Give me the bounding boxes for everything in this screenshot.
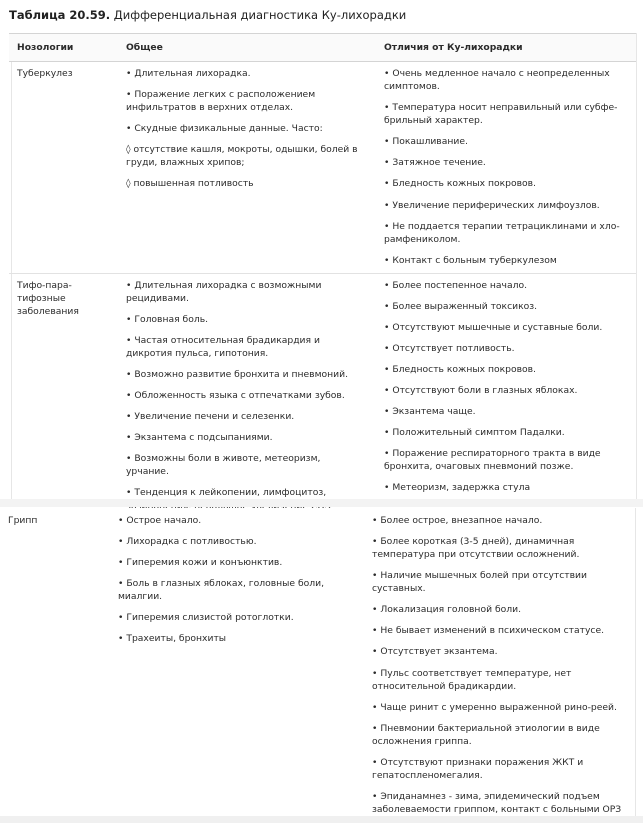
- list-item: • Тенденция к лейкопении, лимфоцитоз,: [126, 487, 327, 499]
- list-item: • Бледность кожных покровов.: [384, 178, 536, 190]
- list-item: • Отсутствуют признаки поражения ЖКТ и гепатоспленомегалия.: [372, 756, 584, 781]
- list-item: • Отсутствуют боли в глазных яблоках.: [384, 385, 578, 397]
- nosology-cell: Тифо-пара-тифозные заболевания: [17, 279, 79, 317]
- list-item: • Контакт с больным туберкулезом: [384, 254, 557, 266]
- list-item: • Головная боль.: [126, 313, 209, 325]
- list-item: • Поражение легких с расположением инфильтратов в верхних отделах.: [126, 89, 316, 114]
- list-item: • Бледность кожных покровов.: [384, 364, 536, 375]
- list-item: • Гиперемия слизистой ротоглотки.: [118, 612, 294, 624]
- list-item: ◊ повышенная потливость: [126, 178, 254, 190]
- header-nosology: Нозологии: [17, 42, 74, 53]
- list-item: • Затяжное течение.: [384, 157, 486, 169]
- list-item: • Не бывает изменений в психическом статусе.: [372, 625, 605, 637]
- list-item: • Наличие мышечных болей при отсутствии суставных.: [372, 570, 587, 595]
- nosology-cell: Грипп: [8, 515, 38, 526]
- list-item: • Длительная лихорадка с возможными рецидивами.: [126, 279, 322, 304]
- list-item: • Увеличение печени и селезенки.: [126, 411, 295, 423]
- table-title: Дифференциальная диагностика Ку-лихорадки: [110, 8, 407, 22]
- list-item: • Более острое, внезапное начало.: [372, 515, 543, 526]
- list-item: • Покашливание.: [384, 136, 468, 148]
- list-item: • Положительный симптом Падалки.: [384, 427, 565, 439]
- differences-cell: [376, 273, 636, 518]
- differences-cell: [376, 62, 636, 274]
- table-row-typhoid: [9, 273, 636, 518]
- common-cell: [118, 62, 376, 274]
- table-caption: [9, 8, 406, 22]
- nosology-cell: Туберкулез: [17, 68, 73, 80]
- diagnosis-table-part2: [0, 508, 635, 816]
- list-item: • Локализация головной боли.: [372, 604, 522, 616]
- list-item: • Увеличение периферических лимфоузлов.: [384, 199, 600, 211]
- list-item: • Отсутствует потливость.: [384, 342, 515, 354]
- list-item: • Поражение респираторного тракта в виде бронхита, очаговых пневмоний позже.: [384, 448, 601, 473]
- list-item: • Пульс соответствует температуре, нет относительной брадикардии.: [372, 667, 572, 692]
- list-item: • Экзантема с подсыпаниями.: [126, 432, 273, 444]
- list-item: • Экзантема чаще.: [384, 406, 476, 418]
- list-item: • Не поддается терапии тетрациклинами и хло-рамфениколом.: [384, 220, 620, 245]
- list-item: • Обложенность языка с отпечатками зубов.: [126, 390, 345, 402]
- list-item: • Возможно развитие бронхита и пневмоний.: [126, 369, 348, 381]
- table-row-influenza: [0, 508, 635, 816]
- list-item: • Отсутствуют мышечные и суставные боли.: [384, 321, 603, 333]
- section-separator: [0, 499, 643, 507]
- list-item: • Метеоризм, задержка стула: [384, 482, 531, 494]
- bottom-scroll-edge: [0, 816, 643, 823]
- common-cell: [110, 508, 364, 816]
- list-item: • Эпиданамнез - зима, эпидемический подъем заболеваемости гриппом, контакт с больными ОРЗ: [372, 790, 622, 815]
- list-item: • Очень медленное начало с неопределенных симптомов.: [384, 68, 610, 93]
- list-item: • Более постепенное начало.: [384, 279, 528, 291]
- list-item: • Более выраженный токсикоз.: [384, 300, 538, 312]
- table-row-tuberculosis: [9, 62, 636, 274]
- list-item: • Отсутствует экзантема.: [372, 646, 498, 658]
- list-item: ◊ отсутствие кашля, мокроты, одышки, болей в груди, влажных хрипов;: [126, 144, 358, 169]
- list-item: • Гиперемия кожи и конъюнктив.: [118, 557, 283, 569]
- continuation-right-border: [635, 508, 636, 816]
- list-item: • Чаще ринит с умеренно выраженной рино-реей.: [372, 701, 617, 713]
- list-item: • Пневмонии бактериальной этиологии в виде осложнения гриппа.: [372, 722, 600, 747]
- list-item: • Острое начало.: [118, 515, 202, 526]
- list-item: • Боль в глазных яблоках, головные боли, миалгии.: [118, 578, 325, 603]
- list-item: • Трахеиты, бронхиты: [118, 633, 227, 645]
- list-item: • Более короткая (3-5 дней), динамичная температура при отсутствии осложнений.: [372, 536, 580, 561]
- differences-cell: [364, 508, 635, 816]
- header-common: Общее: [126, 42, 163, 53]
- table-number: Таблица 20.59.: [9, 8, 111, 22]
- table-continuation: [0, 508, 643, 823]
- list-item: • Возможны боли в животе, метеоризм, урчание.: [126, 453, 321, 478]
- table-right-border: [636, 33, 637, 499]
- header-differences: Отличия от Ку-лихорадки: [384, 42, 523, 53]
- diagnosis-table: [9, 33, 636, 519]
- list-item: • Температура носит неправильный или субфе-брильный характер.: [384, 102, 618, 127]
- list-item: • Лихорадка с потливостью.: [118, 536, 257, 548]
- list-item: • Скудные физикальные данные. Часто:: [126, 123, 323, 135]
- table-header-row: [9, 34, 636, 62]
- common-cell: [118, 273, 376, 518]
- list-item: • Частая относительная брадикардия и дикротия пульса, гипотония.: [126, 334, 320, 359]
- list-item: • Длительная лихорадка.: [126, 68, 251, 80]
